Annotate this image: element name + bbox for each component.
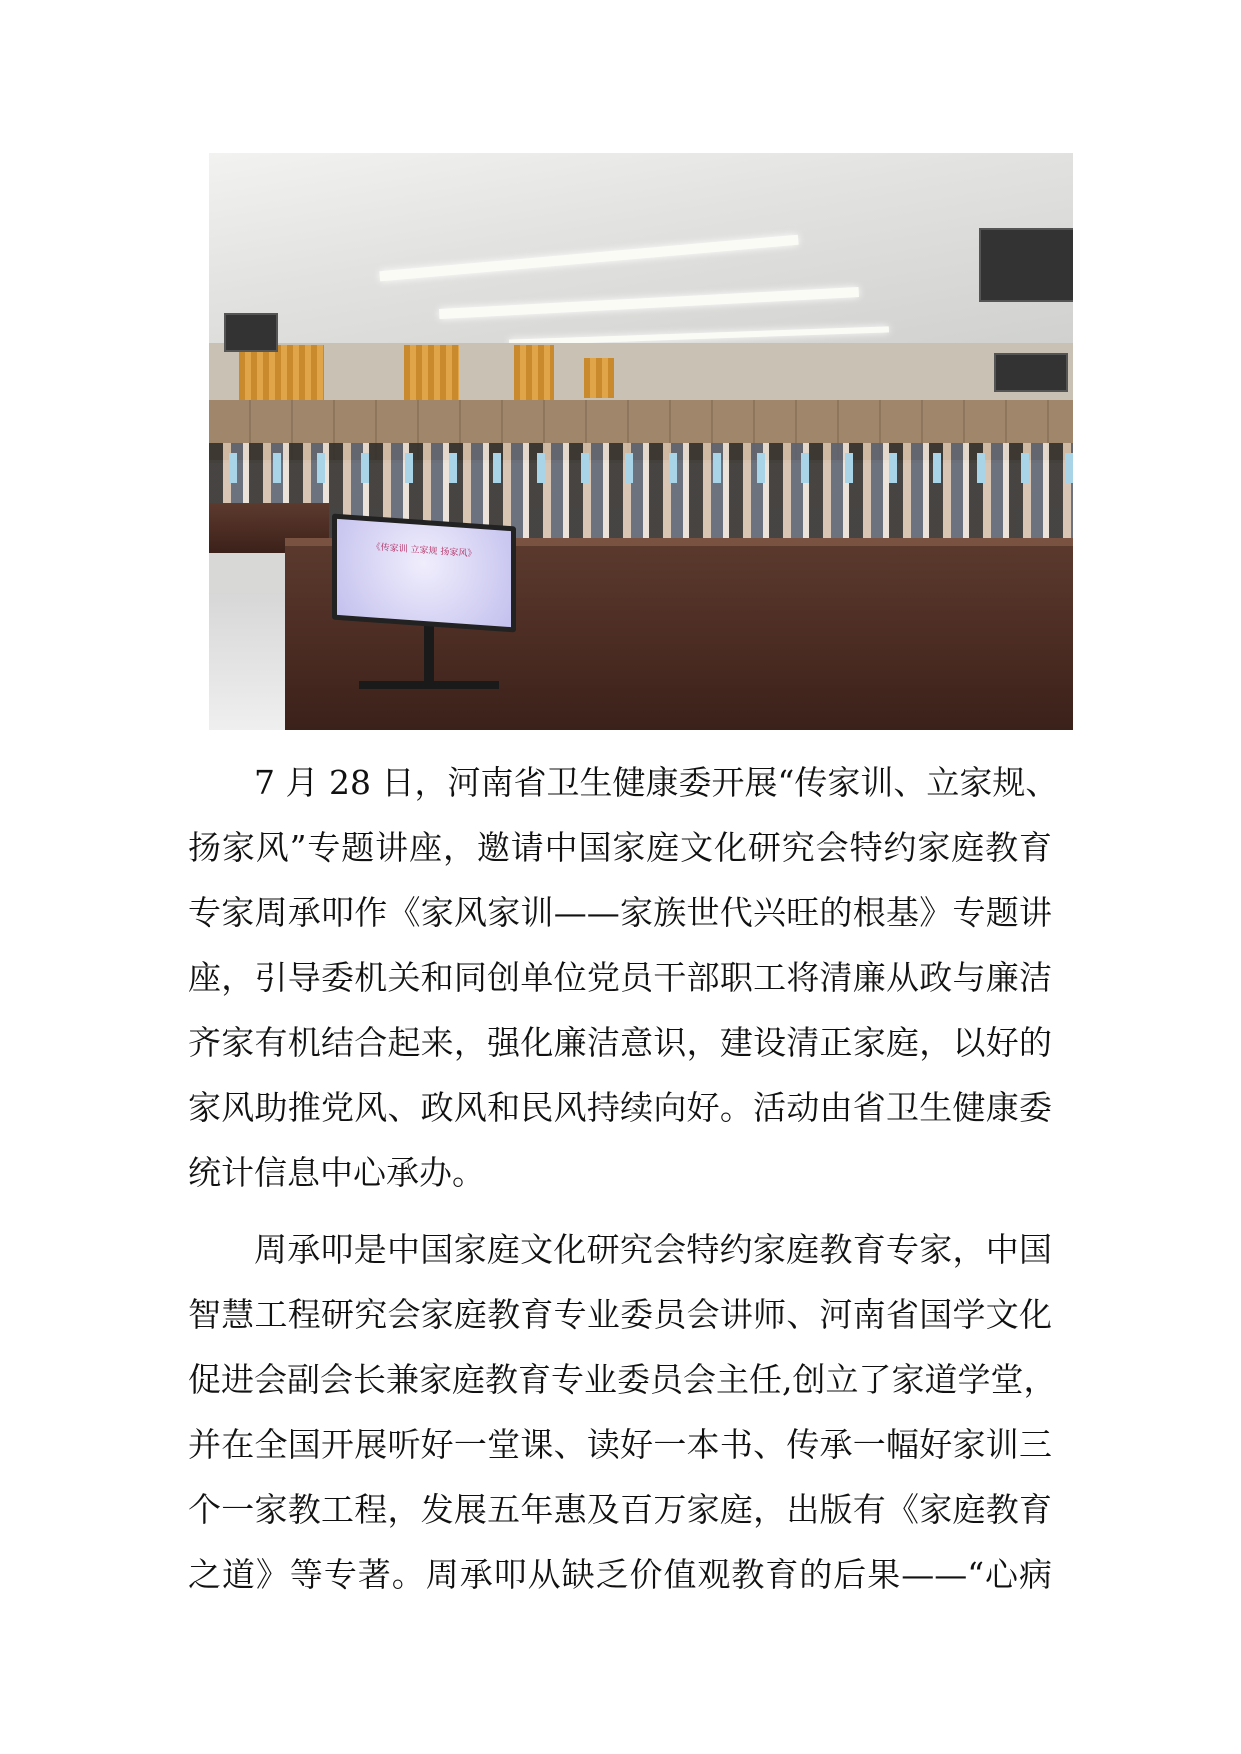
- curtain: [514, 345, 554, 400]
- screen-display: [337, 519, 511, 627]
- text-line: 个一家教工程，发展五年惠及百万家庭，出版有《家庭教育: [188, 1490, 1052, 1529]
- text-line: 座，引导委机关和同创单位党员干部职工将清廉从政与廉洁: [188, 958, 1052, 997]
- text-line: 周承叩是中国家庭文化研究会特约家庭教育专家，中国: [254, 1230, 1052, 1269]
- curtain: [239, 345, 324, 400]
- presentation-screen: [332, 514, 516, 633]
- curtain: [404, 345, 459, 400]
- text-line: 之道》等专著。周承叩从缺乏价值观教育的后果——“心病: [188, 1555, 1052, 1594]
- text-line: 统计信息中心承办。: [188, 1153, 485, 1192]
- paragraph-1: [188, 750, 1059, 1205]
- text-line: 扬家风”专题讲座，邀请中国家庭文化研究会特约家庭教育: [188, 828, 1052, 867]
- text-line: 齐家有机结合起来，强化廉洁意识，建设清正家庭，以好的: [188, 1023, 1052, 1062]
- ceiling-tv: [979, 228, 1073, 302]
- text-line: 促进会副会长兼家庭教育专业委员会主任,创立了家道学堂，: [188, 1360, 1057, 1399]
- text-line: 并在全国开展听好一堂课、读好一本书、传承一幅好家训三: [188, 1425, 1052, 1464]
- ceiling-tv: [224, 313, 278, 352]
- conference-photo: [209, 153, 1073, 730]
- ceiling-tv: [994, 353, 1068, 392]
- screen-stand: [424, 623, 434, 683]
- text-line: 7 月 28 日，河南省卫生健康委开展“传家训、立家规、: [254, 763, 1059, 802]
- paragraph-2: [188, 1217, 1057, 1607]
- curtain: [584, 358, 614, 398]
- text-line: 智慧工程研究会家庭教育专业委员会讲师、河南省国学文化: [188, 1295, 1052, 1334]
- text-line: 专家周承叩作《家风家训——家族世代兴旺的根基》专题讲: [188, 893, 1052, 932]
- audience-masks: [209, 453, 1073, 483]
- screen-title: 《传家训 立家规 扬家风》: [371, 542, 477, 560]
- screen-stand-base: [359, 681, 499, 689]
- text-line: 家风助推党风、政风和民风持续向好。活动由省卫生健康委: [188, 1088, 1052, 1127]
